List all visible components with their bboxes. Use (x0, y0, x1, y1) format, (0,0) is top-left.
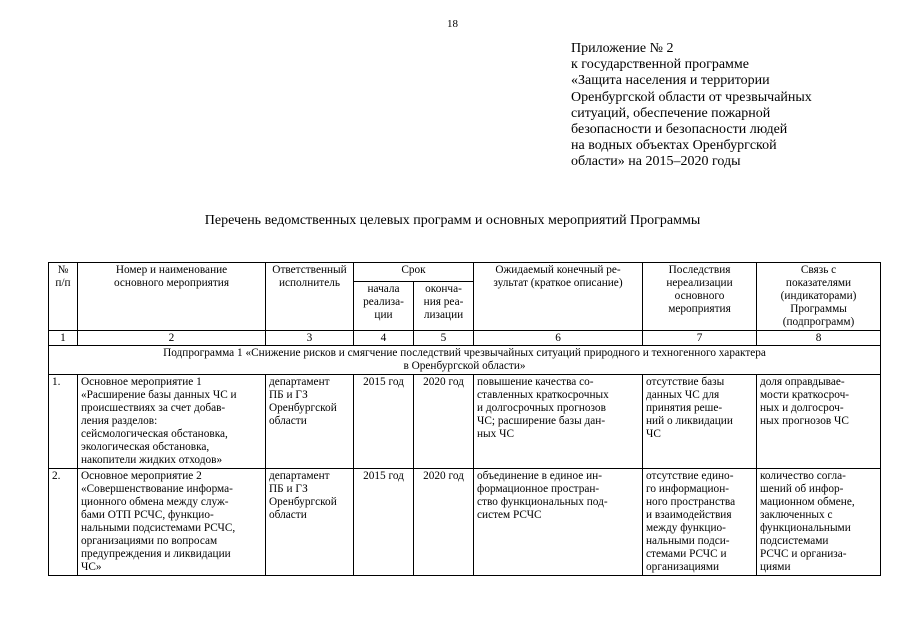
header-consequences: Последствия нереализации основного мероприятия (643, 263, 757, 331)
header-link: Связь с показателями (индикаторами) Программы (подпрограмм) (757, 263, 881, 331)
column-number: 3 (266, 331, 354, 346)
column-number: 4 (354, 331, 414, 346)
subprogram-row (49, 346, 881, 375)
header-end: оконча- ния реа- лизации (414, 281, 474, 330)
subprogram-title: Подпрограмма 1 «Снижение рисков и смягчение последствий чрезвычайных ситуаций природного и техногенного характера в Оренбургской области» (49, 346, 881, 375)
header-result: Ожидаемый конечный ре- зультат (краткое описание) (474, 263, 643, 331)
header-num: № п/п (49, 263, 78, 331)
appendix-line: на водных объектах Оренбургской (571, 138, 777, 154)
document-title: Перечень ведомственных целевых программ и основных мероприятий Программы (204, 213, 701, 228)
row-result: повышение качества со- ставленных краткосрочных и долгосрочных прогнозов ЧС; расширение базы дан- ных ЧС (474, 375, 643, 469)
appendix-line: безопасности и безопасности людей (571, 122, 788, 138)
header-executor: Ответственный исполнитель (266, 263, 354, 331)
row-executor: департамент ПБ и ГЗ Оренбургской области (266, 469, 354, 576)
appendix-line: Приложение № 2 (571, 41, 674, 56)
column-number: 8 (757, 331, 881, 346)
row-start: 2015 год (354, 375, 414, 469)
column-number: 2 (78, 331, 266, 346)
row-consequences: отсутствие едино- го информацион- ного пространства и взаимодействия между функцио- нальными подси- стемами РСЧС и организациями (643, 469, 757, 576)
appendix-line: области» на 2015–2020 годы (571, 154, 741, 170)
row-name: Основное мероприятие 2 «Совершенствование информа- ционного обмена между служ- бами ОТП РСЧС, функцио- нальными подсистемами РСЧС, организациями по вопросам предупреждения и ликвидации ЧС» (78, 469, 266, 576)
column-number: 1 (49, 331, 78, 346)
row-start: 2015 год (354, 469, 414, 576)
row-result: объединение в единое ин- формационное простран- ство функциональных под- систем РСЧС (474, 469, 643, 576)
header-name: Номер и наименование основного мероприятия (78, 263, 266, 331)
row-num: 1. (49, 375, 78, 469)
column-number-row (49, 331, 881, 346)
row-end: 2020 год (414, 375, 474, 469)
appendix-line: «Защита населения и территории (571, 73, 770, 89)
appendix-line: Оренбургской области от чрезвычайных (571, 89, 812, 105)
appendix-line: к государственной программе (571, 57, 749, 73)
row-end: 2020 год (414, 469, 474, 576)
appendix-line: ситуаций, обеспечение пожарной (571, 105, 771, 121)
header-term: Срок (354, 263, 474, 282)
header-start: начала реализа- ции (354, 281, 414, 330)
column-number: 6 (474, 331, 643, 346)
table-row (49, 469, 881, 576)
row-link: доля оправдывае- мости краткосроч- ных и долгосроч- ных прогнозов ЧС (757, 375, 881, 469)
measures-table (48, 262, 881, 576)
page-number: 18 (447, 18, 458, 30)
row-link: количество согла- шений об инфор- мационном обмене, заключенных с функциональными подсистемами РСЧС и организа- циями (757, 469, 881, 576)
column-number: 7 (643, 331, 757, 346)
row-num: 2. (49, 469, 78, 576)
column-number: 5 (414, 331, 474, 346)
row-consequences: отсутствие базы данных ЧС для принятия реше- ний о ликвидации ЧС (643, 375, 757, 469)
header-row (49, 263, 881, 282)
appendix-note (571, 41, 881, 171)
table-row (49, 375, 881, 469)
row-executor: департамент ПБ и ГЗ Оренбургской области (266, 375, 354, 469)
row-name: Основное мероприятие 1 «Расширение базы данных ЧС и происшествиях за счет добав- ления разделов: сейсмологическая обстановка, экологическая обстановка, накопители жидких отходов» (78, 375, 266, 469)
